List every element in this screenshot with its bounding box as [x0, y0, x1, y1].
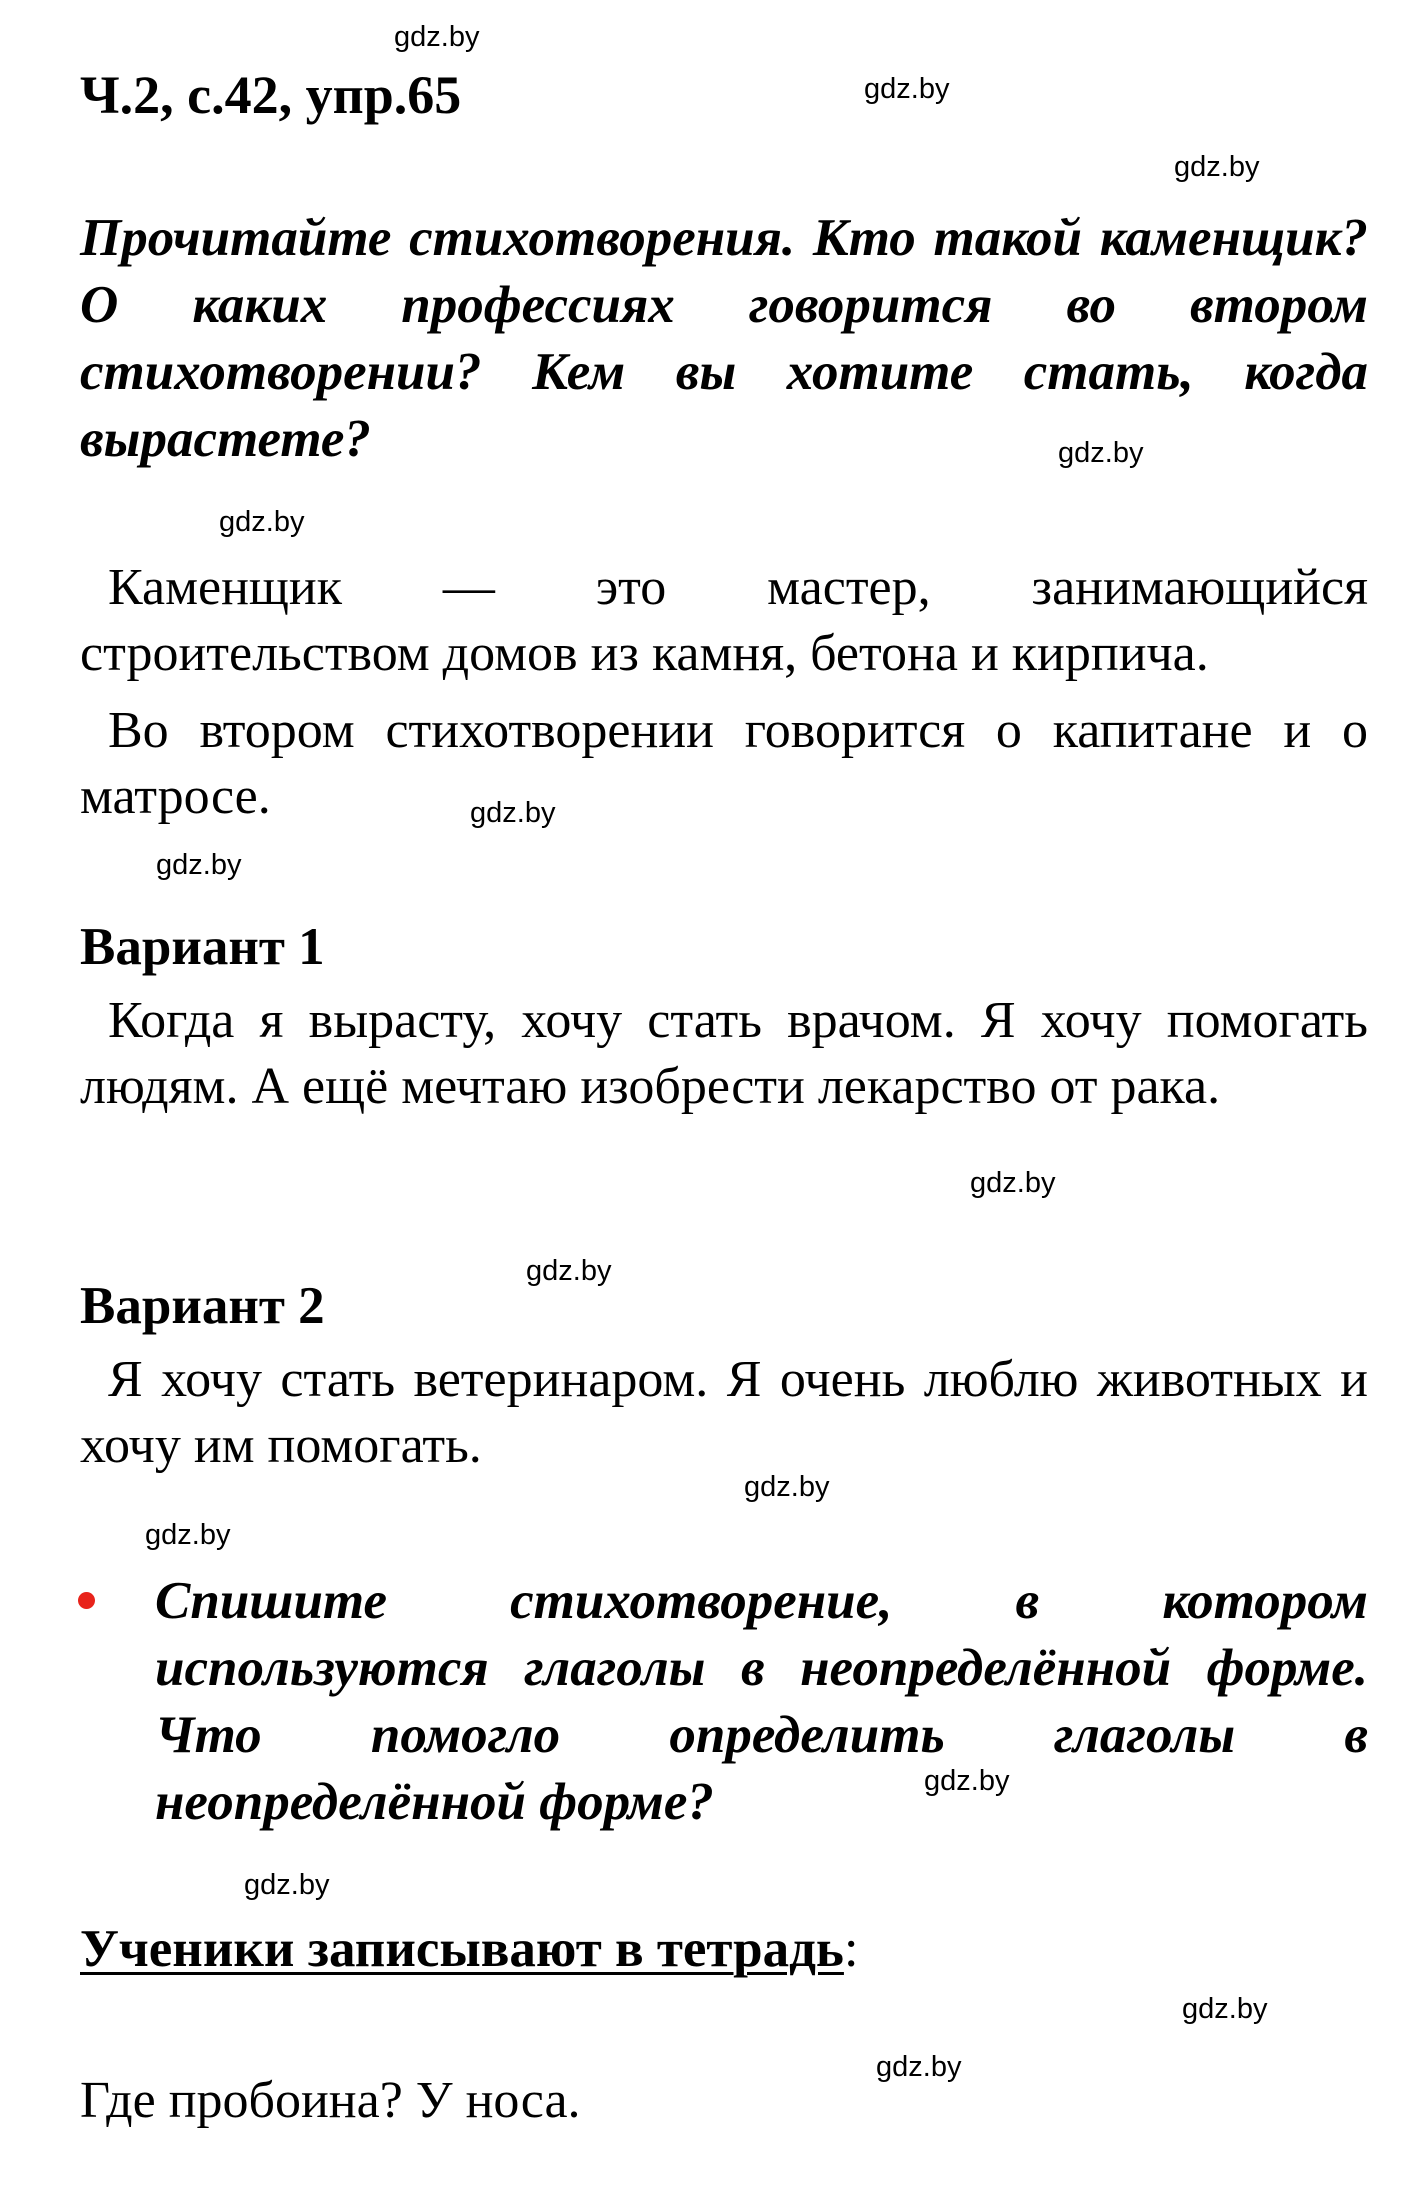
students-note-colon: :: [843, 1920, 859, 1978]
answer-paragraph-mason: Каменщик — это мастер, занимающийся строительством домов из камня, бетона и кирпича.: [80, 559, 1368, 682]
task-instruction: Прочитайте стихотворения. Кто такой каменщик? О каких профессиях говорится во втором стихотворении? Кем вы хотите стать, когда вырастете?: [80, 209, 1368, 468]
watermark-text: gdz.by: [156, 849, 242, 881]
watermark-text: gdz.by: [744, 1471, 830, 1503]
watermark-text: gdz.by: [924, 1765, 1010, 1797]
watermark-text: gdz.by: [970, 1167, 1056, 1199]
watermark-text: gdz.by: [394, 21, 480, 53]
watermark-text: gdz.by: [219, 506, 305, 538]
page-title: Ч.2, с.42, упр.65: [80, 65, 462, 125]
bullet-task-instruction: Спишите стихотворение, в котором используются глаголы в неопределённой форме. Что помогло определить глаголы в неопределённой форме?: [155, 1572, 1368, 1831]
students-note: [80, 1916, 859, 1982]
watermark-text: gdz.by: [864, 73, 950, 105]
answer-paragraph-professions: Во втором стихотворении говорится о капитане и о матросе.: [80, 702, 1368, 825]
watermark-text: gdz.by: [526, 1255, 612, 1287]
variant-2-text: Я хочу стать ветеринаром. Я очень люблю животных и хочу им помогать.: [80, 1351, 1368, 1474]
watermark-text: gdz.by: [145, 1519, 231, 1551]
variant-1-text: Когда я вырасту, хочу стать врачом. Я хочу помогать людям. А ещё мечтаю изобрести лекарство от рака.: [80, 992, 1368, 1115]
watermark-text: gdz.by: [1182, 1993, 1268, 2025]
watermark-text: gdz.by: [470, 797, 556, 829]
students-note-label: Ученики записывают в тетрадь: [80, 1920, 844, 1978]
watermark-text: gdz.by: [876, 2051, 962, 2083]
red-bullet-icon: [78, 1592, 95, 1609]
poem-line-1: Где пробоина? У носа.: [80, 2072, 581, 2129]
watermark-text: gdz.by: [1174, 151, 1260, 183]
watermark-text: gdz.by: [244, 1869, 330, 1901]
watermark-text: gdz.by: [1058, 437, 1144, 469]
variant-2-heading: Вариант 2: [80, 1277, 325, 1335]
variant-1-heading: Вариант 1: [80, 918, 325, 976]
